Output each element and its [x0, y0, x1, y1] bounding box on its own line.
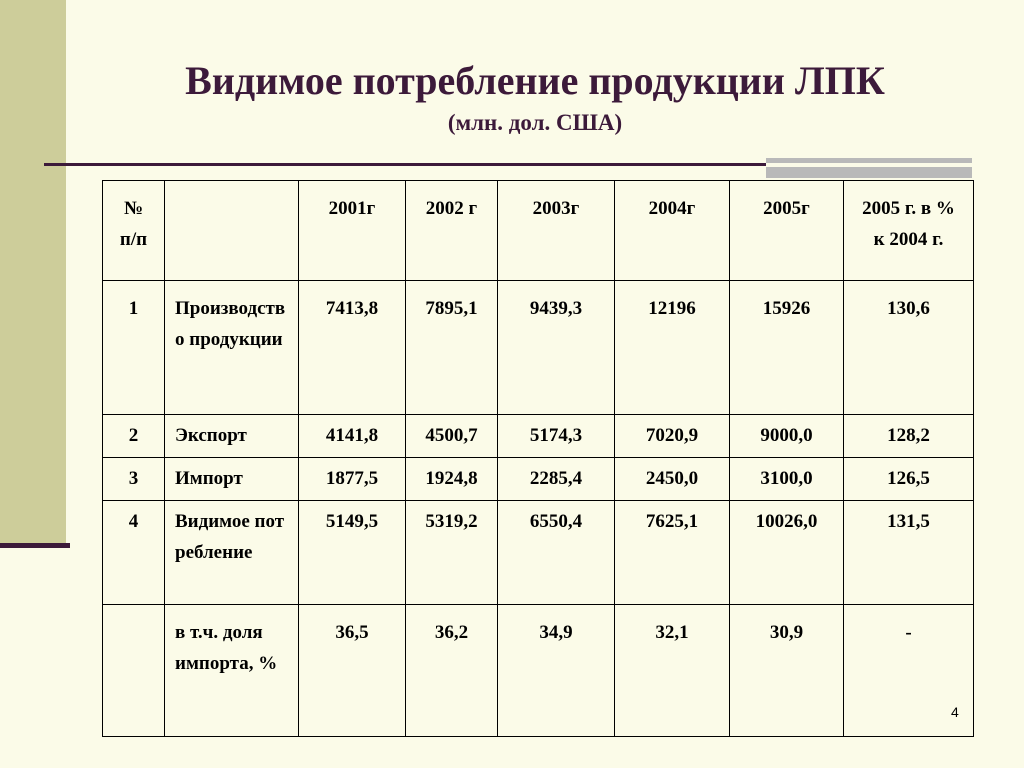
value-2001: 7413,8 — [299, 281, 406, 415]
row-label: Производство продукции — [165, 281, 299, 415]
value-2003: 34,9 — [498, 605, 615, 737]
value-2002: 4500,7 — [406, 415, 498, 458]
header-cell-num: № п/п — [103, 181, 165, 281]
value-2003: 5174,3 — [498, 415, 615, 458]
value-percent: - — [844, 605, 974, 737]
row-label: в т.ч. доля импорта, % — [165, 605, 299, 737]
consumption-table — [102, 180, 974, 737]
value-2005: 3100,0 — [730, 458, 844, 501]
row-number: 4 — [103, 501, 165, 605]
value-2002: 5319,2 — [406, 501, 498, 605]
value-2002: 1924,8 — [406, 458, 498, 501]
header-cell-2002: 2002 г — [406, 181, 498, 281]
value-2005: 30,9 — [730, 605, 844, 737]
value-percent: 128,2 — [844, 415, 974, 458]
value-2003: 6550,4 — [498, 501, 615, 605]
row-number — [103, 605, 165, 737]
header-cell-2001: 2001г — [299, 181, 406, 281]
value-2001: 4141,8 — [299, 415, 406, 458]
divider-gray-block — [766, 158, 972, 178]
header-cell-2004: 2004г — [615, 181, 730, 281]
table-row-import — [103, 458, 974, 501]
row-label: Импорт — [165, 458, 299, 501]
row-number: 1 — [103, 281, 165, 415]
value-2003: 2285,4 — [498, 458, 615, 501]
value-2001: 5149,5 — [299, 501, 406, 605]
value-2005: 15926 — [730, 281, 844, 415]
value-2003: 9439,3 — [498, 281, 615, 415]
header-cell-2003: 2003г — [498, 181, 615, 281]
value-2004: 7020,9 — [615, 415, 730, 458]
value-2005: 9000,0 — [730, 415, 844, 458]
row-label: Видимое потребление — [165, 501, 299, 605]
value-2004: 12196 — [615, 281, 730, 415]
side-decor-line — [0, 543, 70, 548]
slide-title: Видимое потребление продукции ЛПК — [185, 58, 885, 103]
value-2004: 32,1 — [615, 605, 730, 737]
side-decor-band — [0, 0, 66, 543]
row-number: 3 — [103, 458, 165, 501]
slide-subtitle: (млн. дол. США) — [447, 110, 623, 135]
table-row-import-share — [103, 605, 974, 737]
value-2002: 36,2 — [406, 605, 498, 737]
value-2001: 1877,5 — [299, 458, 406, 501]
value-2005: 10026,0 — [730, 501, 844, 605]
table-header-row — [103, 181, 974, 281]
value-2002: 7895,1 — [406, 281, 498, 415]
table-row-export — [103, 415, 974, 458]
row-number: 2 — [103, 415, 165, 458]
value-percent: 131,5 — [844, 501, 974, 605]
value-percent: 126,5 — [844, 458, 974, 501]
table-row-apparent-consumption — [103, 501, 974, 605]
value-2004: 2450,0 — [615, 458, 730, 501]
header-cell-indicator — [165, 181, 299, 281]
value-2001: 36,5 — [299, 605, 406, 737]
value-2004: 7625,1 — [615, 501, 730, 605]
row-label: Экспорт — [165, 415, 299, 458]
value-percent: 130,6 — [844, 281, 974, 415]
header-cell-percent: 2005 г. в % к 2004 г. — [844, 181, 974, 281]
header-cell-2005: 2005г — [730, 181, 844, 281]
gray-block-stripe — [766, 163, 972, 167]
page-number: 4 — [951, 704, 959, 720]
table-row-production — [103, 281, 974, 415]
